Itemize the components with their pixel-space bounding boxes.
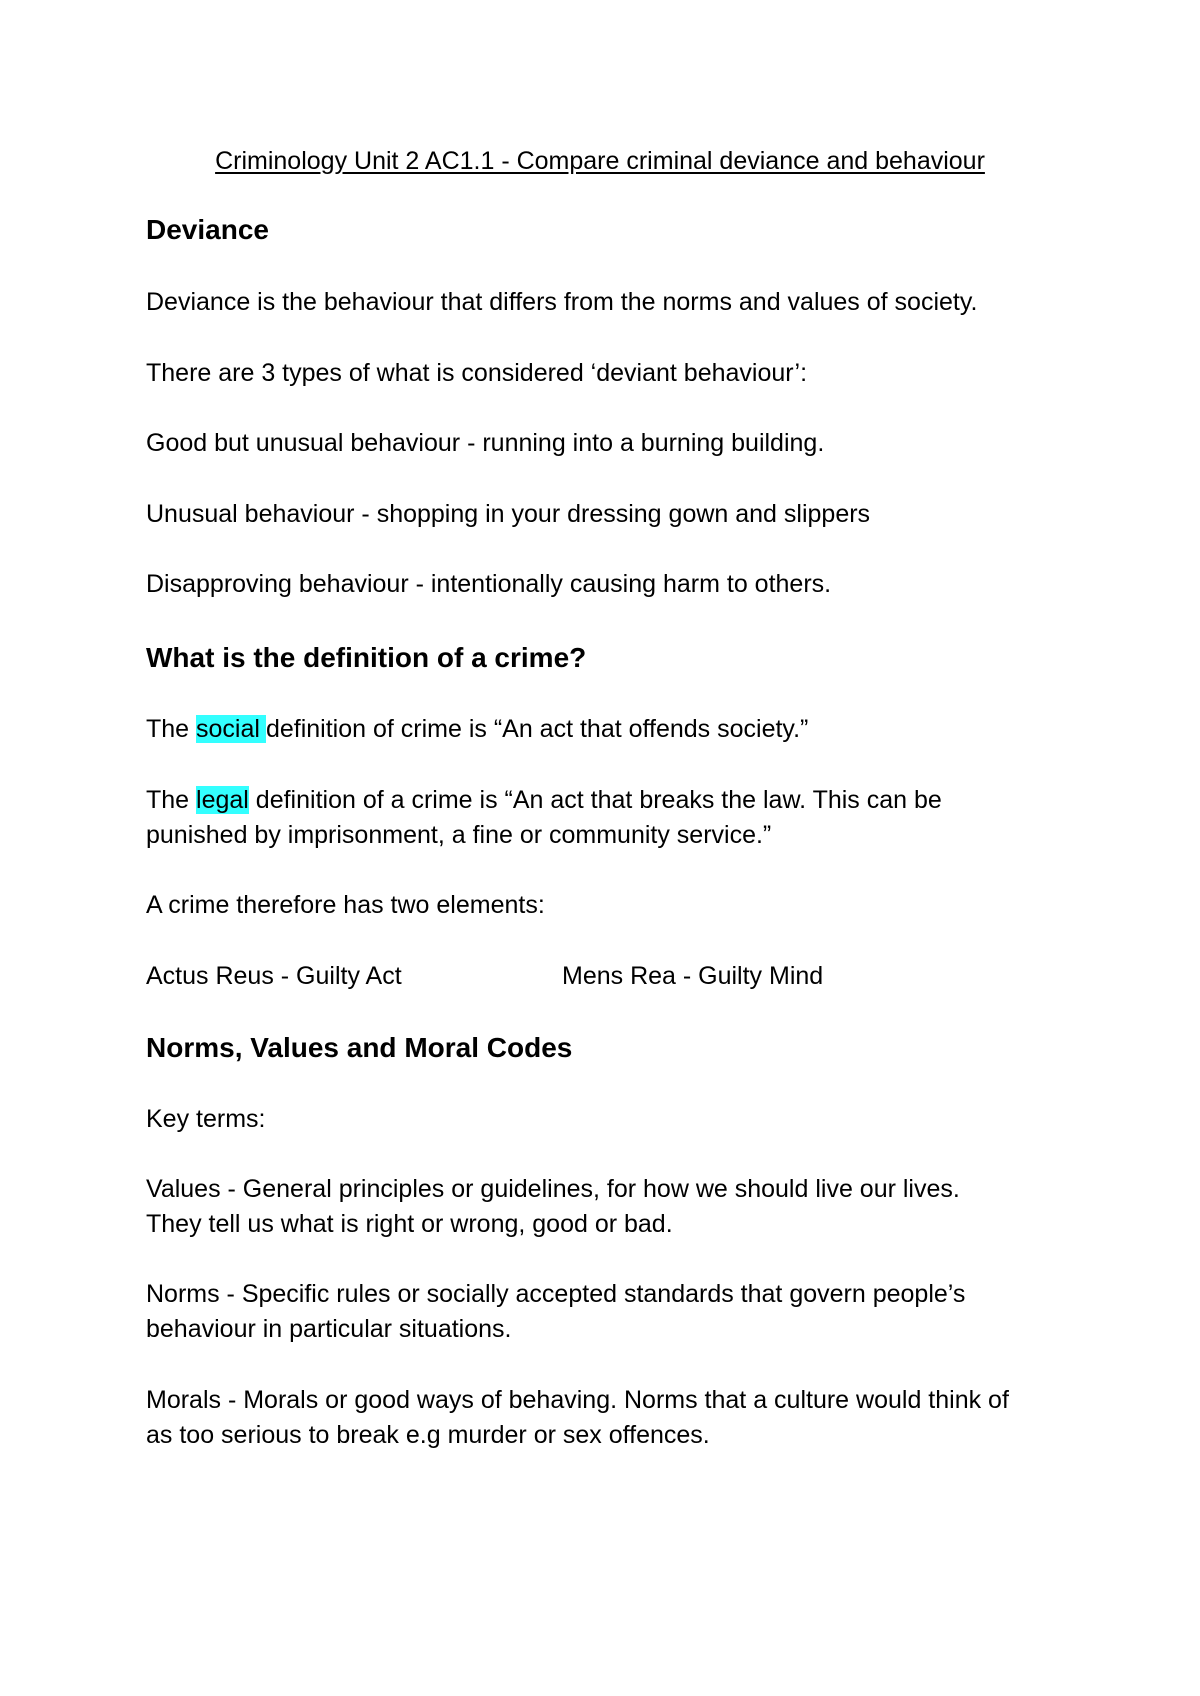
morals-term-line2: as too serious to break e.g murder or sex offences. [146,1421,710,1449]
key-terms-label: Key terms: [146,1105,266,1133]
norms-heading: Norms, Values and Moral Codes [146,1032,573,1063]
social-suffix: definition of crime is “An act that offends society.” [265,715,809,743]
crime-elements-intro: A crime therefore has two elements: [146,891,545,919]
deviance-type-good-unusual: Good but unusual behaviour - running into a burning building. [146,429,825,457]
legal-definition [146,783,942,818]
deviance-heading: Deviance [146,214,269,245]
social-definition [146,712,808,747]
social-prefix: The [146,715,197,743]
values-term-line2: They tell us what is right or wrong, good or bad. [146,1210,673,1238]
values-term-line1: Values - General principles or guidelines, for how we should live our lives. [146,1175,960,1203]
legal-highlight: legal [196,786,249,814]
legal-suffix: definition of a crime is “An act that breaks the law. This can be [248,786,942,814]
morals-term-line1: Morals - Morals or good ways of behaving. Norms that a culture would think of [146,1386,1009,1414]
crime-element-actus-reus: Actus Reus - Guilty Act [146,962,402,990]
document-title: Criminology Unit 2 AC1.1 - Compare criminal deviance and behaviour [215,147,985,175]
social-highlight: social [196,715,266,743]
legal-definition-line2: punished by imprisonment, a fine or community service.” [146,821,772,849]
deviance-type-unusual: Unusual behaviour - shopping in your dressing gown and slippers [146,500,871,528]
crime-definition-heading: What is the definition of a crime? [146,642,587,673]
deviance-types-intro: There are 3 types of what is considered ‘deviant behaviour’: [146,359,808,387]
norms-term-line1: Norms - Specific rules or socially accepted standards that govern people’s [146,1280,966,1308]
deviance-type-disapproving: Disapproving behaviour - intentionally causing harm to others. [146,570,832,598]
legal-prefix: The [146,786,197,814]
deviance-definition: Deviance is the behaviour that differs from the norms and values of society. [146,288,978,316]
crime-element-mens-rea: Mens Rea - Guilty Mind [562,962,824,990]
norms-term-line2: behaviour in particular situations. [146,1315,512,1343]
